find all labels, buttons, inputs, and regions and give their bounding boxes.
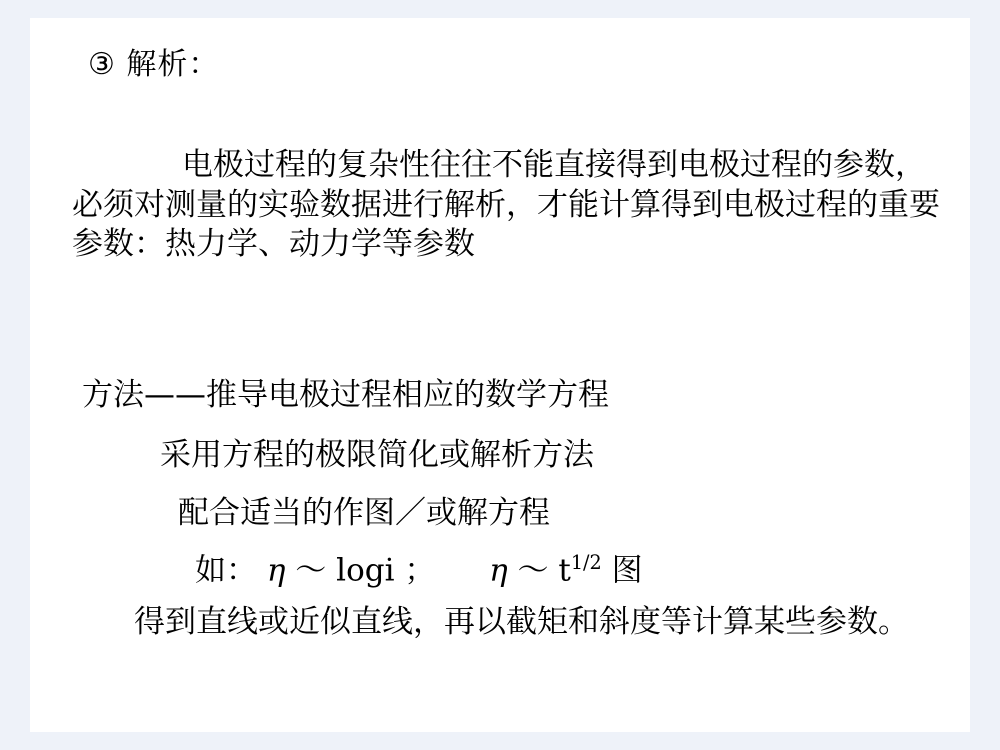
- example-2-symbol: η: [489, 552, 508, 589]
- example-prefix: 如：: [195, 552, 257, 589]
- paragraph-analysis-description: 电极过程的复杂性往往不能直接得到电极过程的参数，必须对测量的实验数据进行解析，才能计算得到电极过程的重要参数：热力学、动力学等参数: [72, 147, 940, 263]
- example-suffix: 图: [611, 552, 643, 589]
- method-sub-line-1: 采用方程的极限简化或解析方法: [160, 437, 594, 473]
- slide-canvas: [30, 18, 970, 732]
- example-1-symbol: η: [266, 552, 286, 589]
- example-1-relation: ～: [295, 552, 327, 589]
- example-2-variable: t: [558, 552, 571, 589]
- example-2-relation: ～: [517, 552, 549, 589]
- paragraph-conclusion: 得到直线或近似直线，再以截矩和斜度等计算某些参数。: [134, 604, 909, 640]
- example-line: [195, 551, 643, 589]
- example-2-exponent: 1/2: [570, 551, 602, 574]
- slide-heading: ③ 解析：: [88, 47, 220, 82]
- slide-content: [30, 18, 970, 732]
- example-1-variable: logi: [336, 552, 395, 589]
- method-line: 方法——推导电极过程相应的数学方程: [82, 377, 609, 413]
- example-separator: ；: [404, 552, 436, 589]
- method-sub-line-2: 配合适当的作图／或解方程: [178, 495, 550, 531]
